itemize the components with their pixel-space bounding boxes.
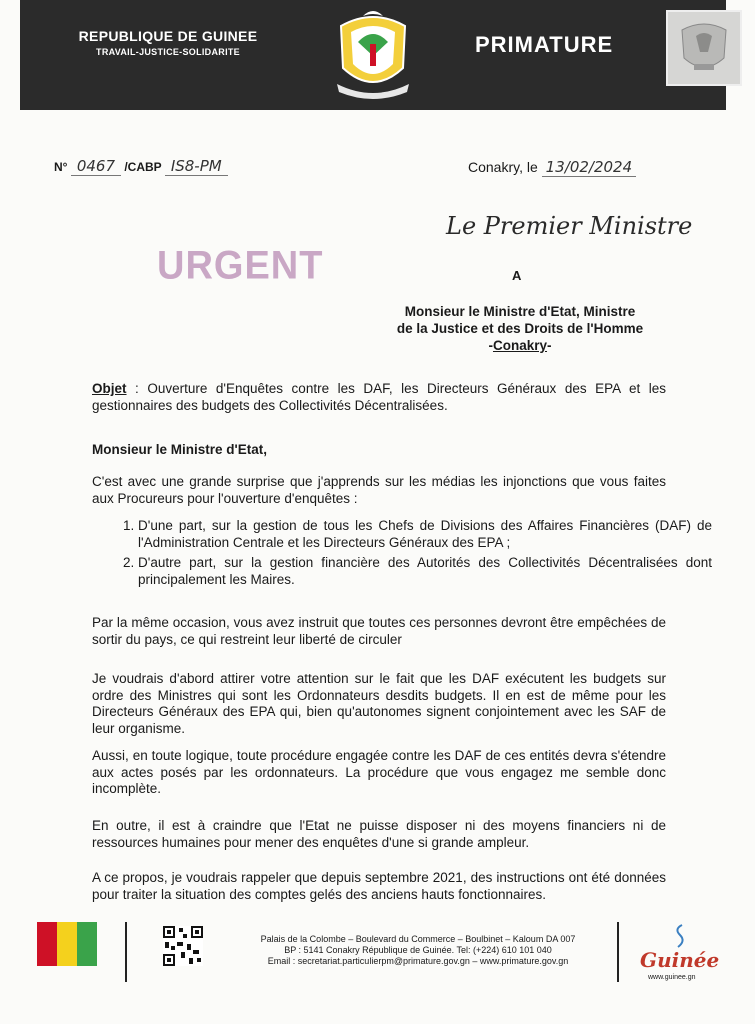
guinee-brand: Guinée bbox=[640, 948, 720, 972]
footer-bp: BP : 5141 Conakry République de Guinée. Tel: (+224) 610 101 040 bbox=[284, 945, 552, 955]
date-value: 13/02/2024 bbox=[542, 158, 636, 177]
recipient-line1: Monsieur le Ministre d'Etat, Ministre bbox=[404, 304, 636, 319]
date-label: Conakry, le bbox=[468, 159, 538, 175]
guinee-brand-icon bbox=[672, 923, 688, 949]
recipient-city-prefix: - bbox=[488, 338, 493, 353]
letter-footer bbox=[0, 918, 755, 1024]
reference-cabinet: /CABP bbox=[124, 160, 162, 174]
recipient-address bbox=[370, 303, 670, 354]
reference-suffix: IS8-PM bbox=[165, 157, 228, 176]
country-name: REPUBLIQUE DE GUINEE bbox=[78, 28, 258, 44]
footer-email: Email : secretariat.particulierpm@primature.gov.gn – www.primature.gov.gn bbox=[267, 956, 569, 966]
footer-contact bbox=[228, 934, 608, 967]
recipient-city-suffix: - bbox=[547, 338, 552, 353]
reference-number-value: 0467 bbox=[71, 157, 121, 176]
paragraph: Aussi, en toute logique, toute procédure engagée contre les DAF de ces entités devra s'étendre aux actes posés par les ordonnateurs. La procédure que vous engagez me semble donc incomplète. bbox=[92, 748, 666, 796]
guinee-url: www.guinee.gn bbox=[648, 974, 696, 981]
reference-number bbox=[54, 157, 228, 175]
objet-text: : Ouverture d'Enquêtes contre les DAF, les Directeurs Généraux des EPA et les gestionnaires des budgets des Collectivités Décentralisées. bbox=[92, 381, 666, 413]
objet-paragraph bbox=[92, 381, 666, 414]
recipient-city: Conakry bbox=[492, 338, 548, 353]
footer-address: Palais de la Colombe – Boulevard du Commerce – Boulbinet – Kaloum DA 007 bbox=[260, 934, 576, 944]
coat-of-arms-icon bbox=[333, 6, 413, 102]
recipient-line2: de la Justice et des Droits de l'Homme bbox=[396, 321, 644, 336]
office-name: PRIMATURE bbox=[475, 32, 614, 57]
paragraph: Je voudrais d'abord attirer votre attention sur le fait que les DAF exécutent les budgets sur ordre des Ministres qui sont les Ordonnateurs desdits budgets. Il en est de même pour les Directeurs Généraux des EPA qui, bien qu'autonomes signent conjointement avec les SAF de leur organisme. bbox=[92, 671, 666, 736]
footer-divider bbox=[617, 922, 619, 982]
paragraph: En outre, il est à craindre que l'Etat ne puisse disposer ni des moyens financiers ni de ressources humaines pour mener des enquêtes d'une si grande ampleur. bbox=[92, 818, 666, 850]
paragraph: Par la même occasion, vous avez instruit que toutes ces personnes devront être empêchées de sortir du pays, ce qui restreint leur liberté de circuler bbox=[92, 615, 666, 647]
to-label: A bbox=[512, 268, 522, 283]
sender-title: Le Premier Ministre bbox=[446, 212, 693, 240]
salutation: Monsieur le Ministre d'Etat, bbox=[92, 442, 267, 457]
urgent-stamp: URGENT bbox=[157, 243, 324, 289]
objet-label: Objet bbox=[92, 381, 127, 396]
footer-divider bbox=[125, 922, 127, 982]
recipient-city-line bbox=[370, 337, 670, 354]
list-item: 2. D'autre part, sur la gestion financière des Autorités des Collectivités Décentralisées dont principalement les Maires. bbox=[138, 555, 712, 588]
letter-date bbox=[468, 158, 636, 176]
letterhead bbox=[20, 0, 726, 110]
qr-code-icon bbox=[163, 926, 203, 966]
reference-prefix: N° bbox=[54, 160, 68, 174]
paragraph: C'est avec une grande surprise que j'apprends sur les médias les injonctions que vous faites aux Procureurs pour l'ouverture d'enquêtes : bbox=[92, 474, 666, 506]
list-item: 1. D'une part, sur la gestion de tous les Chefs de Divisions des Affaires Financières (DAF) de l'Administration Centrale et les Directeurs Généraux des EPA ; bbox=[138, 518, 712, 551]
guinea-flag-icon bbox=[37, 922, 97, 966]
national-motto: TRAVAIL-JUSTICE-SOLIDARITE bbox=[96, 47, 240, 57]
injunction-list bbox=[92, 518, 712, 592]
letterhead-left bbox=[68, 28, 268, 57]
paragraph: A ce propos, je voudrais rappeler que depuis septembre 2021, des instructions ont été données pour traiter la situation des comptes gelés des anciens hauts fonctionnaires. bbox=[92, 870, 666, 902]
seal-icon bbox=[666, 10, 742, 86]
